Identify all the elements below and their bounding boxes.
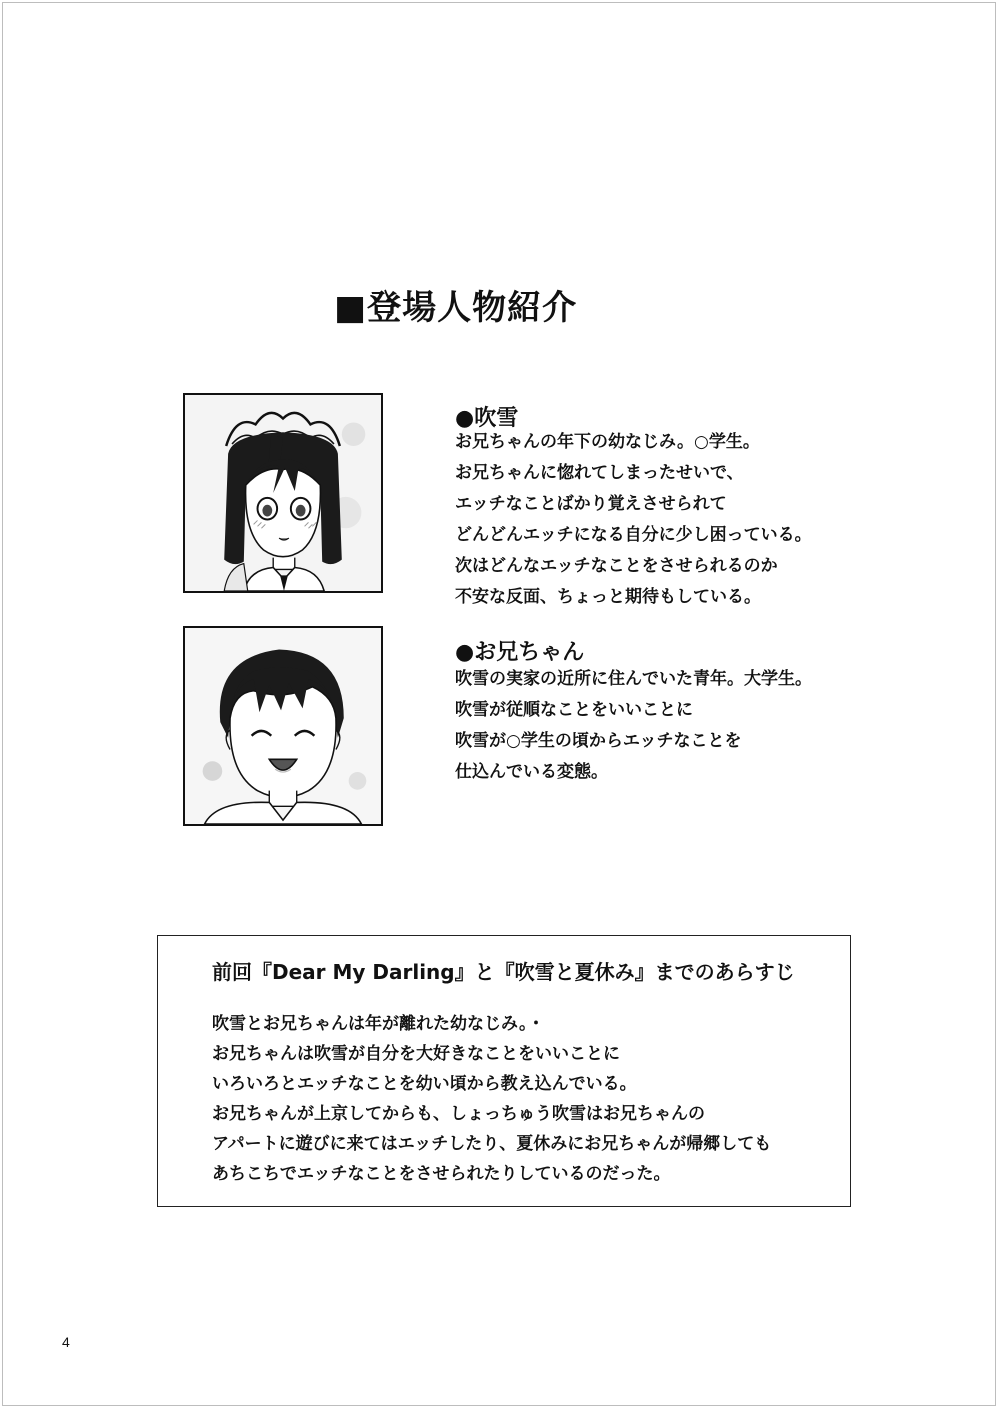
synopsis-line: あちこちでエッチなことをさせられたりしているのだった。 xyxy=(212,1164,671,1184)
fubuki-portrait xyxy=(183,393,383,593)
description-line: 仕込んでいる変態。 xyxy=(455,762,608,782)
description-line: お兄ちゃんの年下の幼なじみ。○学生。 xyxy=(455,432,760,452)
description-line: お兄ちゃんに惚れてしまったせいで、 xyxy=(455,463,744,483)
synopsis-box xyxy=(157,935,851,1207)
page-number: 4 xyxy=(62,1334,70,1350)
synopsis-line: いろいろとエッチなことを幼い頃から教え込んでいる。 xyxy=(212,1074,637,1094)
maid-girl-portrait-icon xyxy=(185,395,381,591)
page-title: ■登場人物紹介 xyxy=(334,288,578,328)
synopsis-title: 前回『Dear My Darling』と『吹雪と夏休み』までのあらすじ xyxy=(212,960,795,984)
synopsis-line: 吹雪とお兄ちゃんは年が離れた幼なじみ。・ xyxy=(212,1014,545,1034)
description-line: エッチなことばかり覚えさせられて xyxy=(455,494,727,514)
description-line: 吹雪が○学生の頃からエッチなことを xyxy=(455,731,742,751)
synopsis-text xyxy=(212,1009,771,1189)
description-line: 次はどんなエッチなことをさせられるのか xyxy=(455,556,778,576)
synopsis-line: お兄ちゃんは吹雪が自分を大好きなことをいいことに xyxy=(212,1044,620,1064)
synopsis-line: アパートに遊びに来てはエッチしたり、夏休みにお兄ちゃんが帰郷しても xyxy=(212,1134,772,1154)
description-line: どんどんエッチになる自分に少し困っている。 xyxy=(455,525,812,545)
description-line: 不安な反面、ちょっと期待もしている。 xyxy=(455,587,761,607)
synopsis-line: お兄ちゃんが上京してからも、しょっちゅう吹雪はお兄ちゃんの xyxy=(212,1104,705,1124)
smiling-boy-portrait-icon xyxy=(185,628,381,824)
character-name-onii-chan: ●お兄ちゃん xyxy=(455,640,585,665)
character-description-fubuki xyxy=(455,427,812,613)
character-name-fubuki: ●吹雪 xyxy=(455,406,519,431)
onii-chan-portrait xyxy=(183,626,383,826)
description-line: 吹雪の実家の近所に住んでいた青年。大学生。 xyxy=(455,669,812,689)
character-description-onii-chan xyxy=(455,664,812,788)
description-line: 吹雪が従順なことをいいことに xyxy=(455,700,693,720)
